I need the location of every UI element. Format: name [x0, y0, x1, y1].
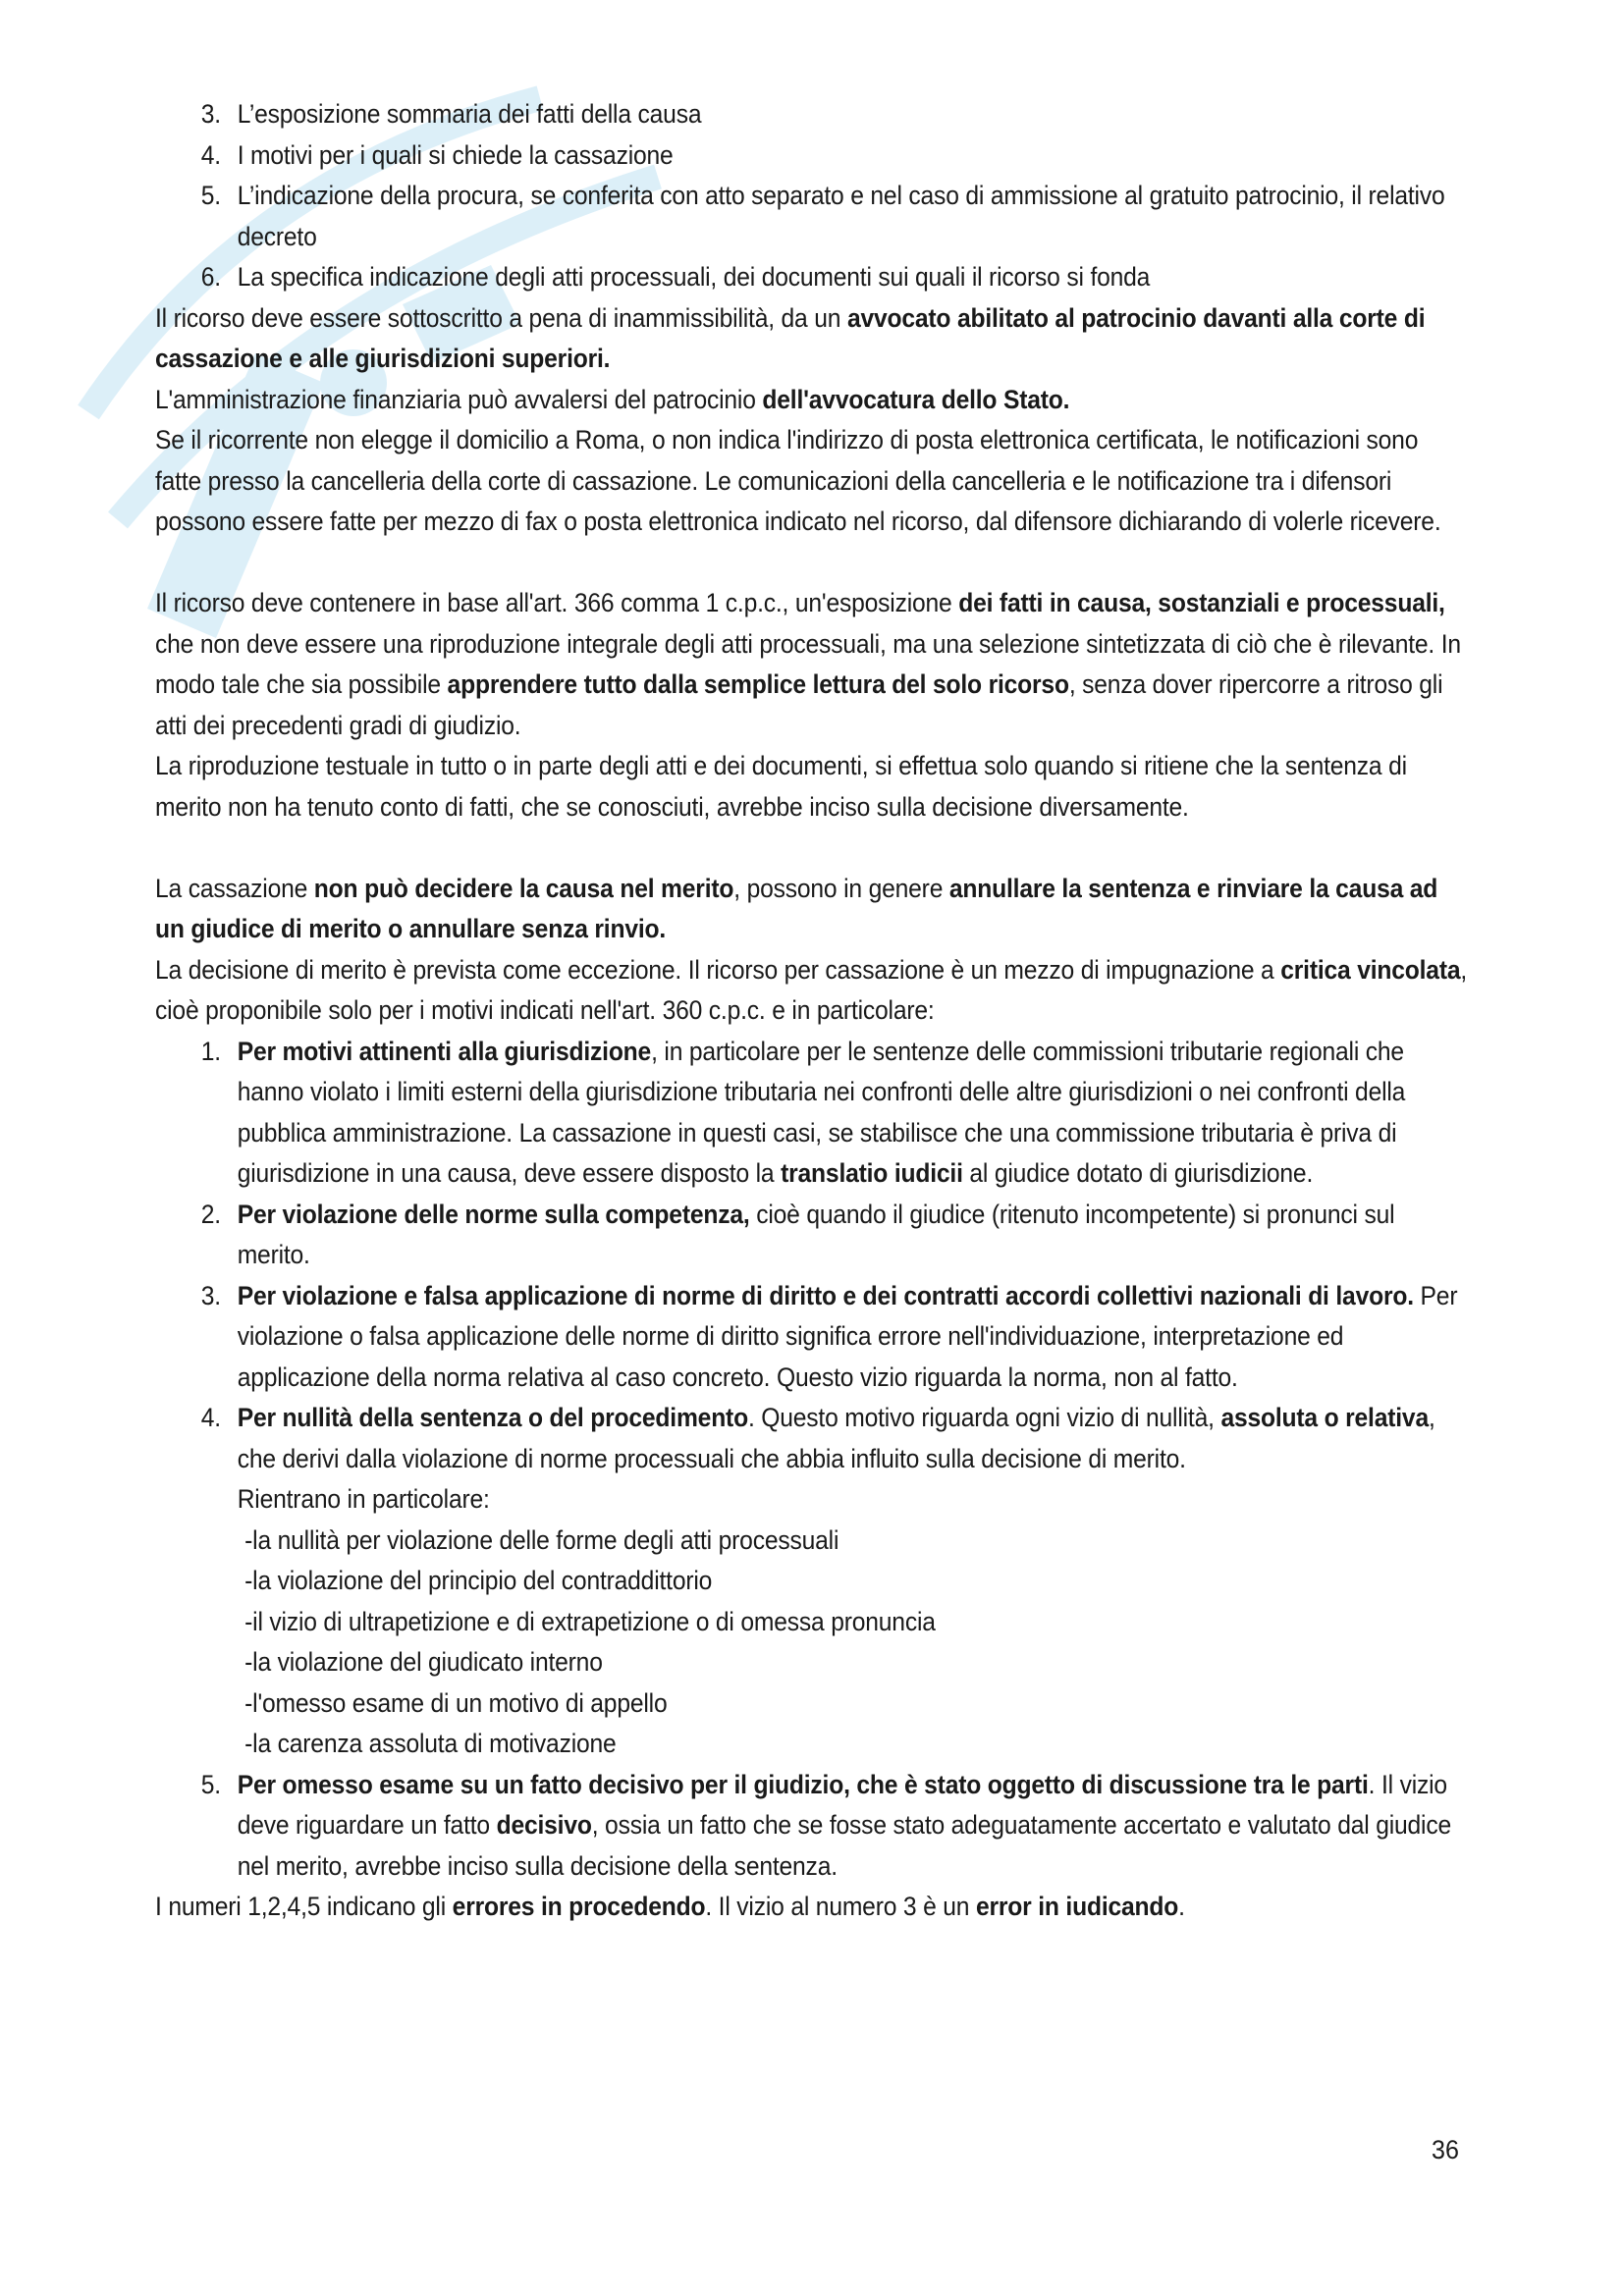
sublist-item: -la nullità per violazione delle forme degli atti processuali: [244, 1524, 839, 1555]
list-item: 4. I motivi per i quali si chiede la cassazione: [200, 139, 674, 170]
list-item: 5. L’indicazione della procura, se conferita con atto separato e nel caso di ammissione al gratuito patrocinio, il relativo decreto: [200, 181, 1445, 251]
sublist-item: -l'omesso esame di un motivo di appello: [244, 1687, 668, 1718]
paragraph-merito: La cassazione non può decidere la causa nel merito, possono in genere annullare la sentenza e rinviare la causa ad un giudice di merito o annullare senza rinvio.: [155, 873, 1438, 943]
spacer: [155, 828, 1470, 869]
motivi-list: [155, 1032, 1470, 1888]
list-item: 4. Per nullità della sentenza o del procedimento. Questo motivo riguarda ogni vizio di nullità, assoluta o relativa, che derivi dalla violazione di norme processuali che abbia influito sulla decisione di merito. Rientrano in particolare: -la nullità per violazione delle forme degli atti processuali -la violazione del principio del contraddittorio -il vizio di ultrapetizione e di extrapetizione o di omessa pronuncia -la violazione del giudicato interno -l'omesso esame di un motivo di appello -la carenza assoluta di motivazione: [155, 1398, 1470, 1765]
page-number: 36: [1432, 2135, 1459, 2164]
intro-list: [155, 94, 1470, 298]
list-item: 2. Per violazione delle norme sulla competenza, cioè quando il giudice (ritenuto incompetente) si pronunci sul merito.: [200, 1199, 1395, 1269]
nullita-sublist: [238, 1521, 1471, 1765]
list-item: 5. Per omesso esame su un fatto decisivo per il giudizio, che è stato oggetto di discussione tra le parti. Il vizio deve riguardare un fatto decisivo, ossia un fatto che se fosse stato adeguatamente accertato e valutato dal giudice nel merito, avrebbe inciso sulla decisione della sentenza.: [200, 1769, 1452, 1881]
paragraph-errores: I numeri 1,2,4,5 indicano gli errores in procedendo. Il vizio al numero 3 è un error in iudicando.: [155, 1892, 1185, 1921]
paragraph-riproduzione: La riproduzione testuale in tutto o in parte degli atti e dei documenti, si effettua solo quando si ritiene che la sentenza di merito non ha tenuto conto di fatti, che se conosciuti, avrebbe inciso sulla decisione diversamente.: [155, 751, 1407, 822]
paragraph-critica-vincolata: La decisione di merito è prevista come eccezione. Il ricorso per cassazione è un mezzo di impugnazione a critica vincolata, cioè proponibile solo per i motivi indicati nell'art. 360 c.p.c. e in particolare:: [155, 954, 1468, 1025]
paragraph-notificazioni: Se il ricorrente non elegge il domicilio a Roma, o non indica l'indirizzo di posta elettronica certificata, le notificazioni sono fatte presso la cancelleria della corte di cassazione. Le comunicazioni della cancelleria e le notificazione tra i difensori possono essere fatte per mezzo di fax o posta elettronica indicato nel ricorso, dal difensore dichiarando di volerle ricevere.: [155, 425, 1441, 536]
list-item: 3. L’esposizione sommaria dei fatti della causa: [200, 99, 702, 129]
list-item: 1. Per motivi attinenti alla giurisdizione, in particolare per le sentenze delle commissioni tributarie regionali che hanno violato i limiti esterni della giurisdizione tributaria nei confronti delle altre giurisdizioni o nei confronti della pubblica amministrazione. La cassazione in questi casi, se stabilisce che una commissione tributaria è priva di giurisdizione in una causa, deve essere disposto la translatio iudicii al giudice dotato di giurisdizione.: [200, 1036, 1406, 1188]
list-item: 3. Per violazione e falsa applicazione di norme di diritto e dei contratti accordi collettivi nazionali di lavoro. Per violazione o falsa applicazione delle norme di diritto significa errore nell'individuazione, interpretazione ed applicazione della norma relativa al caso concreto. Questo vizio riguarda la norma, non al fatto.: [200, 1280, 1458, 1392]
sublist-item: -la carenza assoluta di motivazione: [244, 1729, 617, 1758]
paragraph-contenuto-ricorso: Il ricorso deve contenere in base all'art. 366 comma 1 c.p.c., un'esposizione dei fatti in causa, sostanziali e processuali, che non deve essere una riproduzione integrale degli atti processuali, ma una selezione sintetizzata di ciò che è rilevante. In modo tale che sia possibile apprendere tutto dalla semplice lettura del solo ricorso, senza dover ripercorre a ritroso gli atti dei precedenti gradi di giudizio.: [155, 588, 1461, 740]
paragraph-amministrazione: L'amministrazione finanziaria può avvalersi del patrocinio dell'avvocatura dello Stato.: [155, 384, 1070, 414]
spacer: [155, 543, 1470, 584]
document-body: [155, 94, 1470, 1928]
sublist-item: -la violazione del principio del contraddittorio: [244, 1566, 713, 1595]
sublist-item: -la violazione del giudicato interno: [244, 1647, 603, 1677]
paragraph-sottoscrizione: Il ricorso deve essere sottoscritto a pena di inammissibilità, da un avvocato abilitato al patrocinio davanti alla corte di cassazione e alle giurisdizioni superiori.: [155, 302, 1426, 373]
list-item: 6. La specifica indicazione degli atti processuali, dei documenti sui quali il ricorso si fonda: [200, 262, 1151, 292]
sublist-item: -il vizio di ultrapetizione e di extrapetizione o di omessa pronuncia: [244, 1606, 936, 1636]
